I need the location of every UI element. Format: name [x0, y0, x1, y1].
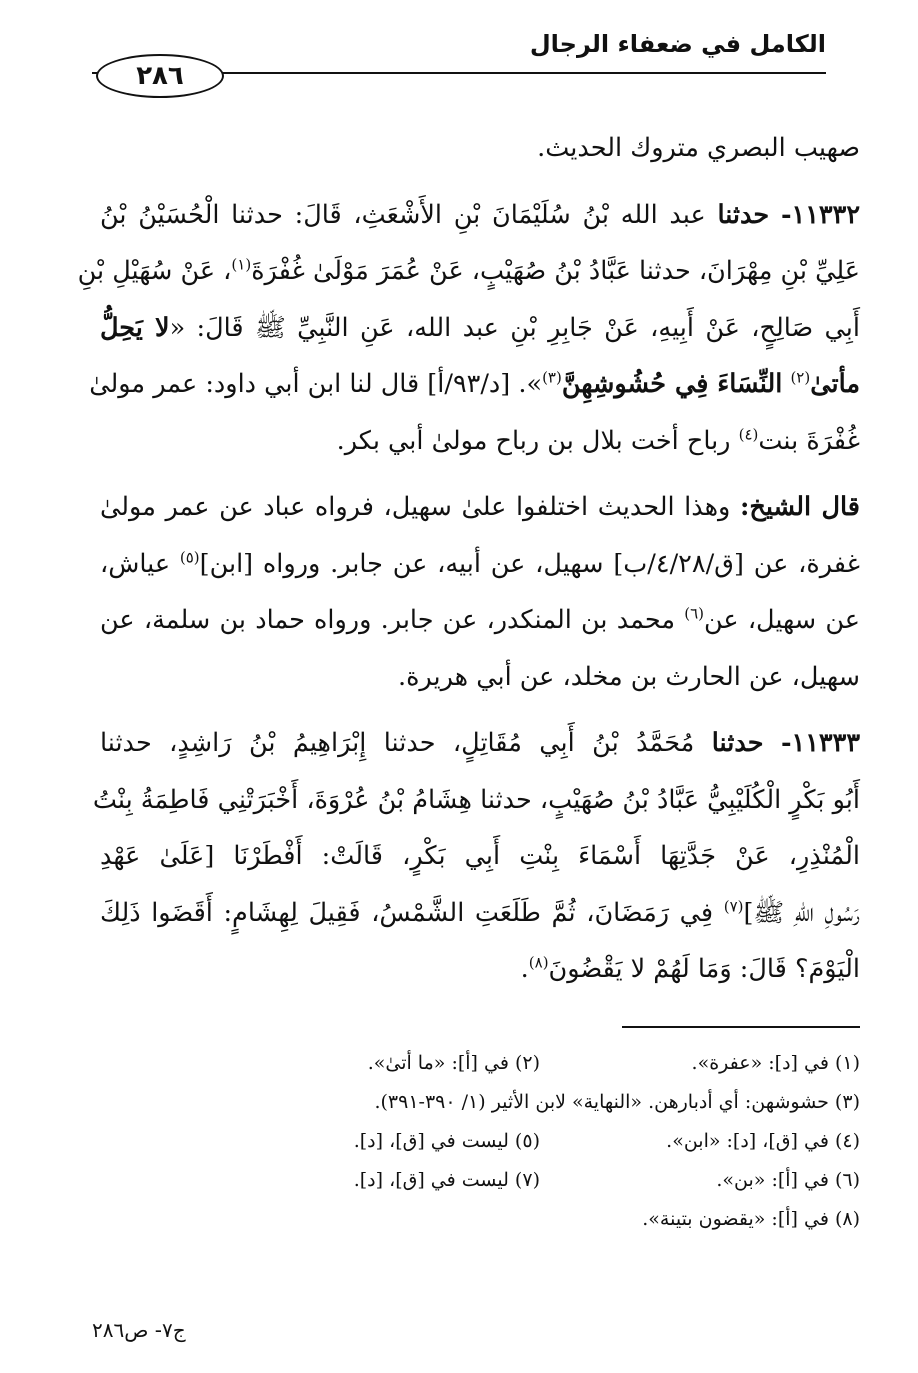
paragraph-gap	[100, 705, 860, 715]
footnote-7: (٧) ليست في [ق]، [د].	[353, 1169, 540, 1191]
footnote-row	[100, 1200, 860, 1239]
hadith-keyword: حدثنا	[717, 199, 770, 230]
hadith-11333-line-2: أَبُو بَكْرٍ الْكُلَيْبِيُّ عَبَّادُ بْنُ صُهَيْبٍ، حدثنا هِشَامُ بْنُ عُرْوَةَ، أَخْبَرَتْنِي فَاطِمَةُ بِنْتُ	[92, 784, 860, 815]
footnote-2: (٢) في [أ]: «ما أتىٰ».	[367, 1052, 540, 1074]
hadith-11333-line-5: الْيَوْمَ؟ قَالَ: وَمَا لَهُمْ لا يَقْضُونَ$^{(٨)}$.	[520, 953, 860, 984]
hadith-11332-line-4: مأتىٰ$^{(٢)}$ النِّسَاءَ فِي حُشُوشِهِنَّ$^{(٣)}$». [د/٩٣/أ] قال لنا ابن أبي داود: عمر مولىٰ	[89, 368, 860, 399]
sheikh-line-2: غفرة، عن [ق/٤/٢٨/ب] سهيل، عن أبيه، عن جابر. ورواه [ابن]$^{(٥)}$ عياش،	[100, 548, 861, 579]
footnote-8: (٨) في [أ]: «يقضون بتينة».	[642, 1208, 860, 1230]
text-line: صهيب البصري متروك الحديث.	[537, 133, 860, 163]
footnote-row	[100, 1161, 860, 1200]
footnotes	[100, 1044, 860, 1239]
footnote-marker[interactable]: (٢)	[790, 368, 811, 387]
paragraph-gap	[100, 177, 860, 187]
footnote-4: (٤) في [ق]، [د]: «ابن».	[666, 1130, 860, 1152]
body-text	[77, 120, 861, 998]
paragraph-gap	[100, 469, 860, 479]
hadith-keyword: حدثنا	[711, 728, 764, 758]
footnote-marker[interactable]: (٨)	[528, 953, 549, 972]
sheikh-line-4: سهيل، عن الحارث بن مخلد، عن أبي هريرة.	[397, 661, 860, 692]
footnote-row	[100, 1044, 860, 1083]
hadith-11333-line-1: ١١٣٣٣- حدثنا مُحَمَّدُ بْنُ أَبِي مُقَاتِلٍ، حدثنا إِبْرَاهِيمُ بْنُ رَاشِدٍ، حدثنا	[100, 728, 861, 758]
footnote-marker[interactable]: (٣)	[542, 368, 562, 387]
hadith-11333-line-3: الْمُنْذِرِ، عَنْ جَدَّتِهَا أَسْمَاءَ بِنْتِ أَبِي بَكْرٍ، قَالَتْ: أَفْطَرْنَا [عَلَىٰ عَهْدِ	[100, 841, 860, 871]
hadith-11332-line-5: غُفْرَةَ بنت$^{(٤)}$ رباح أخت بلال بن رباح مولىٰ أبي بكر.	[336, 425, 860, 456]
footnote-1: (١) في [د]: «عفرة».	[691, 1052, 860, 1074]
footnote-rule	[622, 1026, 860, 1028]
footnote-marker[interactable]: (٥)	[179, 548, 200, 566]
sheikh-line-3: عن سهيل، عن$^{(٦)}$ محمد بن المنكدر، عن جابر. ورواه حماد بن سلمة، عن	[100, 604, 861, 635]
hadith-number: ١١٣٣٣-	[780, 728, 861, 758]
footnote-3: (٣) حشوشهن: أي أدبارهن. «النهاية» لابن الأثير (١/ ٣٩٠-٣٩١).	[374, 1091, 860, 1113]
footnote-row	[100, 1122, 860, 1161]
footnote-6: (٦) في [أ]: «بن».	[716, 1169, 860, 1191]
sheikh-keyword: قال الشيخ:	[739, 492, 860, 522]
footnote-5: (٥) ليست في [ق]، [د].	[353, 1130, 540, 1152]
sheikh-line-1: قال الشيخ: وهذا الحديث اختلفوا علىٰ سهيل، فرواه عباد عن عمر مولىٰ	[100, 492, 860, 522]
footnote-marker[interactable]: (٦)	[684, 604, 704, 623]
footnote-marker[interactable]: (٤)	[738, 425, 759, 443]
footnote-row	[100, 1083, 860, 1122]
volume-page-reference: ج٧- ص٢٨٦	[92, 1318, 186, 1342]
hadith-11333-line-4: رَسُولِ اللهِ ﷺ]$^{(٧)}$ فِي رَمَضَانَ، ثُمَّ طَلَعَتِ الشَّمْسُ، فَقِيلَ لِهِشَامٍ: أَقَضَوا ذَلِكَ	[100, 897, 860, 928]
footnote-marker[interactable]: (١)	[231, 255, 252, 274]
hadith-11332-line-3: أَبِي صَالِحٍ، عَنْ أَبِيهِ، عَنْ جَابِرِ بْنِ عبد الله، عَنِ النَّبِيِّ ﷺ قَالَ: «لا يَحِلُّ	[100, 312, 860, 343]
running-title: الكامل في ضعفاء الرجال	[529, 30, 826, 58]
footnote-marker[interactable]: (٧)	[723, 897, 744, 915]
hadith-11332-line-1: ١١٣٣٢- حدثنا عبد الله بْنُ سُلَيْمَانَ بْنِ الأَشْعَثِ، قَالَ: حدثنا الْحُسَيْنُ بْنُ	[100, 199, 861, 230]
page-number: ٢٨٦	[96, 54, 224, 98]
hadith-11332-line-2: عَلِيِّ بْنِ مِهْرَانَ، حدثنا عَبَّادُ بْنُ صُهَيْبٍ، عَنْ عُمَرَ مَوْلَىٰ غُفْرَةَ$^{(١)}$، عَنْ سُهَيْلِ بْنِ	[77, 255, 860, 286]
hadith-number: ١١٣٣٢-	[780, 199, 861, 230]
